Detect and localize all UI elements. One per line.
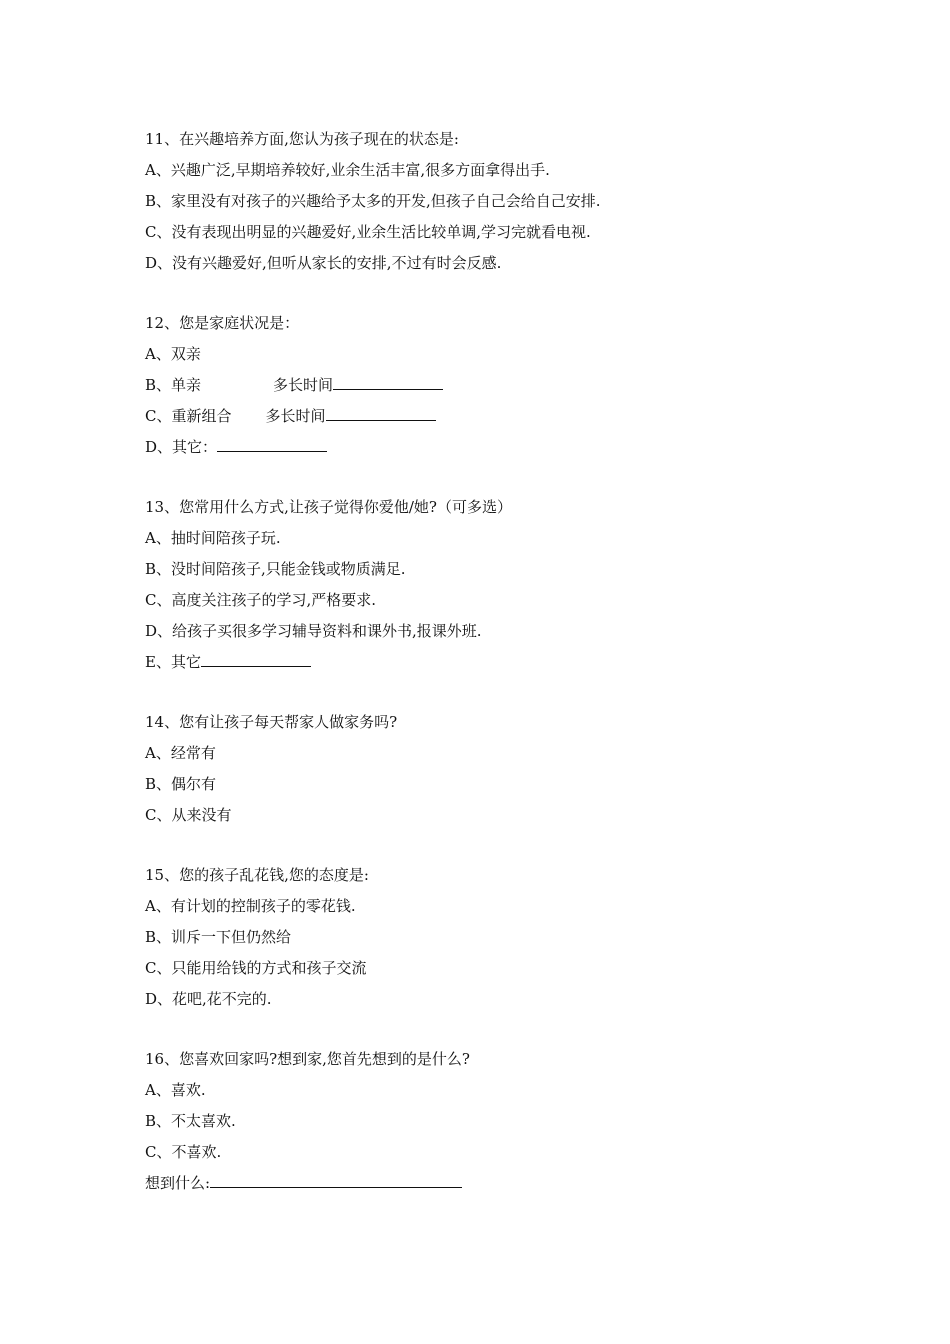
- duration-label: 多长时间: [273, 376, 334, 394]
- option-c: C、只能用给钱的方式和孩子交流: [145, 959, 367, 977]
- question-stem: 13、您常用什么方式,让孩子觉得你爱他/她?（可多选）: [145, 498, 512, 516]
- option-b: B、单亲: [145, 376, 202, 394]
- question-stem: 16、您喜欢回家吗?想到家,您首先想到的是什么?: [145, 1050, 470, 1068]
- option-a: A、双亲: [145, 345, 201, 363]
- other-blank[interactable]: [217, 434, 327, 452]
- option-b-row: [145, 370, 845, 401]
- option-d: D、没有兴趣爱好,但听从家长的安排,不过有时会反感.: [145, 254, 502, 272]
- option-a: A、兴趣广泛,早期培养较好,业余生活丰富,很多方面拿得出手.: [145, 161, 550, 179]
- question-13: [145, 492, 845, 678]
- followup-label: 想到什么:: [145, 1174, 211, 1192]
- duration-blank[interactable]: [333, 372, 443, 390]
- question-14: [145, 707, 845, 831]
- duration-blank[interactable]: [326, 403, 436, 421]
- option-a: A、抽时间陪孩子玩.: [145, 529, 281, 547]
- question-stem: 15、您的孩子乱花钱,您的态度是:: [145, 866, 369, 884]
- option-b: B、不太喜欢.: [145, 1112, 236, 1130]
- followup-blank[interactable]: [210, 1170, 462, 1188]
- question-16: [145, 1044, 845, 1199]
- option-b: B、训斥一下但仍然给: [145, 928, 292, 946]
- option-c: C、没有表现出明显的兴趣爱好,业余生活比较单调,学习完就看电视.: [145, 223, 591, 241]
- followup-row: [145, 1168, 845, 1199]
- question-11: [145, 124, 845, 279]
- other-blank[interactable]: [201, 649, 311, 667]
- option-e: E、其它: [145, 653, 201, 671]
- option-c: C、高度关注孩子的学习,严格要求.: [145, 591, 377, 609]
- option-a: A、经常有: [145, 744, 216, 762]
- option-c-row: [145, 401, 845, 432]
- option-a: A、有计划的控制孩子的零花钱.: [145, 897, 356, 915]
- question-stem: 12、您是家庭状况是：: [145, 314, 300, 332]
- question-12: [145, 308, 845, 463]
- option-b: B、偶尔有: [145, 775, 217, 793]
- option-e-row: [145, 647, 845, 678]
- option-b: B、家里没有对孩子的兴趣给予太多的开发,但孩子自己会给自己安排.: [145, 192, 601, 210]
- option-d-row: [145, 432, 845, 463]
- question-15: [145, 860, 845, 1015]
- question-stem: 14、您有让孩子每天帮家人做家务吗?: [145, 713, 398, 731]
- duration-label: 多长时间: [265, 407, 326, 425]
- option-c: C、从来没有: [145, 806, 232, 824]
- option-c: C、不喜欢.: [145, 1143, 222, 1161]
- option-d: D、其它：: [145, 438, 218, 456]
- option-d: D、给孩子买很多学习辅导资料和课外书,报课外班.: [145, 622, 482, 640]
- option-d: D、花吧,花不完的.: [145, 990, 272, 1008]
- questionnaire-page: [145, 124, 845, 1228]
- option-b: B、没时间陪孩子,只能金钱或物质满足.: [145, 560, 406, 578]
- option-a: A、喜欢.: [145, 1081, 206, 1099]
- question-stem: 11、在兴趣培养方面,您认为孩子现在的状态是:: [145, 130, 459, 148]
- option-c: C、重新组合: [145, 407, 232, 425]
